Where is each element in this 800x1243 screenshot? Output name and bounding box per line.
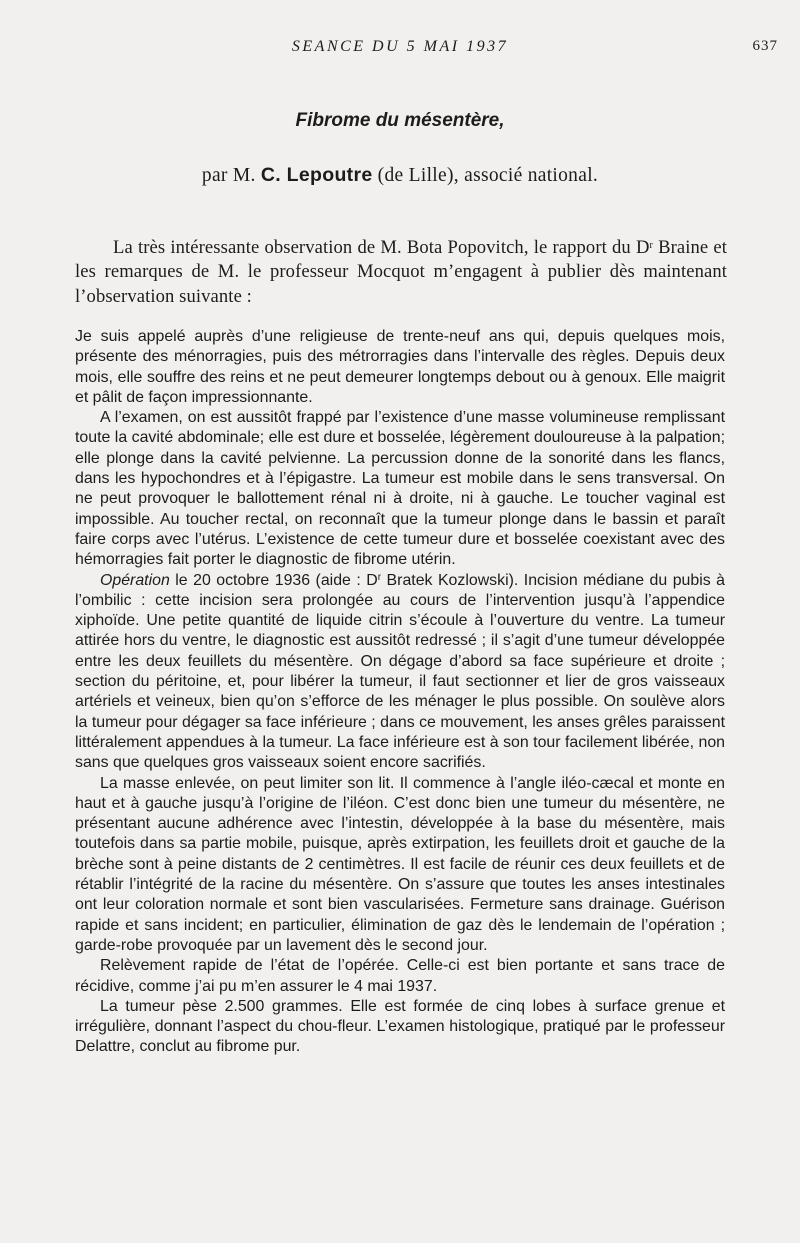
paragraph-examination: A l’examen, on est aussitôt frappé par l’existence d’une masse volumineuse remplissant toute la cavité abdominale; elle est dure et bosselée, légèrement douloureuse à la palpation; elle plonge dans la cavité pelvienne. La percussion donne de la sonorité dans les flancs, dans les hypochondres et à l’épigastre. La tumeur est mobile dans le sens transversal. On ne peut provoquer le ballottement rénal ni à droite, ni à gauche. Le toucher vaginal est impossible. Au toucher rectal, on reconnaît que la tumeur plonge dans le bassin et paraît faire corps avec l’utérus. L’existence de cette tumeur dure et bosselée coexistant avec des hémorragies fait porter le diagnostic de fibrome utérin.	[75, 409, 725, 569]
paragraph-history: Je suis appelé auprès d’une religieuse de trente-neuf ans qui, depuis quelques mois, présente des ménorragies, puis des métrorragies dans l’intervalle des règles. Depuis deux mois, elle souffre des reins et ne peut demeurer longtemps debout ou à genoux. Elle maigrit et pâlit de façon impressionnante.	[75, 328, 725, 406]
byline	[0, 164, 800, 187]
operation-label: Opération	[100, 571, 170, 589]
byline-suffix: (de Lille), associé national.	[372, 165, 599, 186]
operation-text-2: Bratek Kozlowski). Incision médiane du pubis à l’ombilic : cette incision sera prolongée au cours de l’intervention jusqu’à l’appendice xiphoïde. Une petite quantité de liquide citrin s’écoule à l’ouverture du ventre. La tumeur attirée hors du ventre, le diagnostic est aussitôt redressé ; il s’agit d’une tumeur développée entre les deux feuillets du mésentère. On dégage d’abord sa face supérieure et droite ; section du péritoine, et, pour libérer la tumeur, il faut sectionner et lier de gros vaisseaux artériels et veineux, bien qu’on s’efforce de les ménager le plus possible. On soulève alors la tumeur pour dégager sa face inférieure ; dans ce mouvement, les anses grêles paraissent littéralement appendues à la tumeur. La face inférieure est à son tour facilement libérée, non sans que quelques gros vaisseaux soient encore sacrifiés.	[75, 571, 725, 772]
intro-text-2: Braine et les remarques de M. le professeur Mocquot m’engagent à publier dès maintenant l’observation suivante :	[75, 237, 727, 307]
intro-paragraph	[75, 236, 727, 309]
running-title: SEANCE DU 5 MAI 1937	[291, 38, 509, 55]
paragraph-findings: La masse enlevée, on peut limiter son lit. Il commence à l’angle iléo-cæcal et monte en haut et à gauche jusqu’à l’origine de l’iléon. C’est donc bien une tumeur du mésentère, ne présentant aucune adhérence avec l’intestin, développée à la base du mésentère, mais toutefois dans sa partie mobile, puisque, après extirpation, les feuillets droit et gauche de la brèche sont à peine distants de 2 centimètres. Il est facile de réunir ces deux feuillets et de rétablir l’intégrité de la racine du mésentère. On s’assure que toutes les anses intestinales ont leur coloration normale et sont bien vascularisées. Fermeture sans drainage. Guérison rapide et sans incident; en particulier, élimination de gaz dès le lendemain de l’opération ; garde-robe provoquée par un lavement dès le second jour.	[75, 774, 725, 954]
operation-superscript: r	[377, 571, 382, 583]
paragraph-recovery: Relèvement rapide de l’état de l’opérée. Celle-ci est bien portante et sans trace de récidive, comme j’ai pu m’en assurer le 4 mai 1937.	[75, 957, 725, 995]
paragraph-histology: La tumeur pèse 2.500 grammes. Elle est formée de cinq lobes à surface grenue et irrégulière, donnant l’aspect du chou-fleur. L’examen histologique, pratiqué par le professeur Delattre, conclut au fibrome pur.	[75, 997, 725, 1056]
intro-text-1: La très intéressante observation de M. Bota Popovitch, le rapport du D	[113, 237, 650, 258]
paragraph-operation	[75, 571, 725, 774]
author-name: C. Lepoutre	[260, 164, 373, 186]
operation-text-1: le 20 octobre 1936 (aide : D	[169, 571, 378, 589]
byline-prefix: par M.	[201, 165, 261, 186]
article-title: Fibrome du mésentère,	[295, 110, 505, 131]
page-number: 637	[752, 38, 778, 54]
running-head	[0, 38, 800, 60]
case-report	[75, 327, 725, 1058]
intro-superscript: r	[649, 240, 653, 251]
